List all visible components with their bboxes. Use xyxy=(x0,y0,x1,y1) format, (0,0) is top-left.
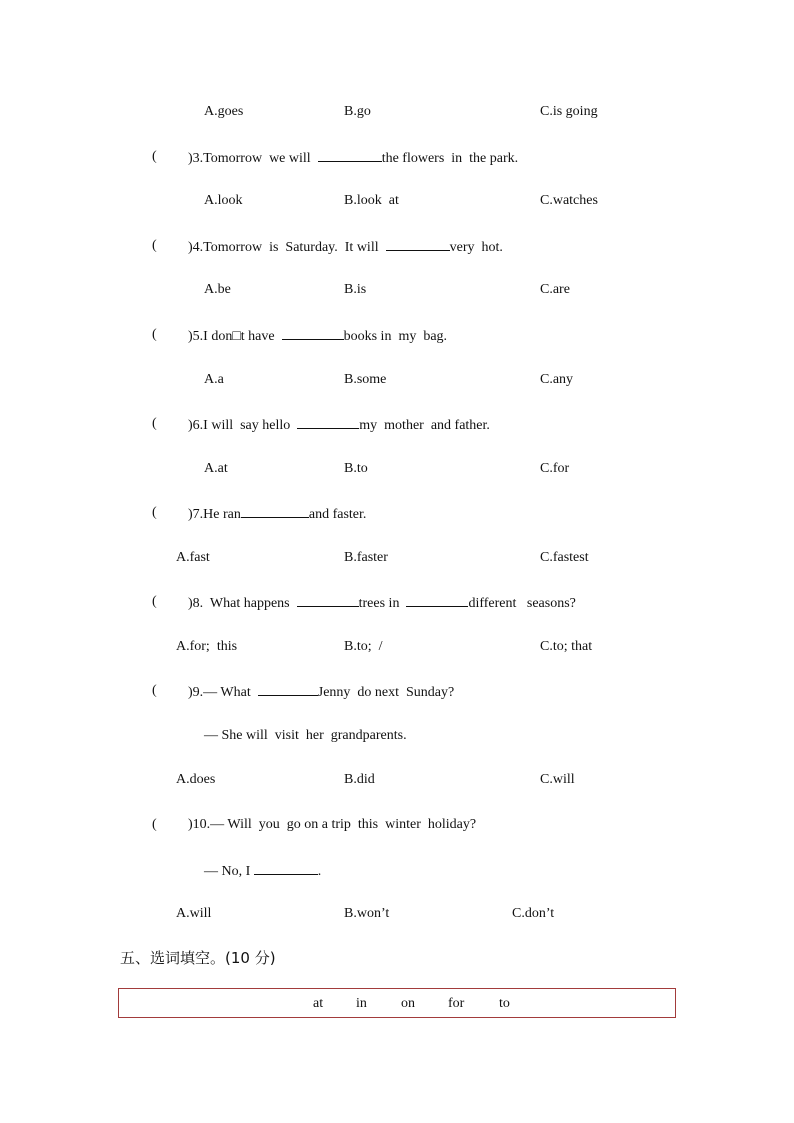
q6-paren-open: ( xyxy=(152,416,157,431)
q8-option-a: A.for; this xyxy=(176,639,238,654)
q7-text-pre: 7.He ran xyxy=(192,507,241,522)
q10-answer-line xyxy=(204,862,321,880)
q5-text-pre: 5.I don□t have xyxy=(192,329,282,344)
q3-option-c: C.watches xyxy=(540,193,598,208)
q8-paren-close: ) xyxy=(188,596,193,611)
q6-question xyxy=(188,416,490,434)
q4-option-a: A.be xyxy=(204,282,231,297)
q10-text-pre: 10.— Will you go on a trip this winter holiday? xyxy=(192,817,477,832)
q7-paren-open: ( xyxy=(152,505,157,520)
q8-text-post: different seasons? xyxy=(468,596,576,611)
q4-text-post: very hot. xyxy=(449,240,503,255)
q3-text-pre: 3.Tomorrow we will xyxy=(192,151,318,166)
q8-blank-2 xyxy=(406,594,468,607)
q8-question xyxy=(188,594,576,612)
word-bank-box xyxy=(118,988,676,1018)
q6-option-b: B.to xyxy=(344,461,368,476)
q4-option-c: C.are xyxy=(540,282,570,297)
q4-question xyxy=(188,238,503,256)
q3-paren-close: ) xyxy=(188,151,193,166)
q7-paren-close: ) xyxy=(188,507,193,522)
q9-paren-open: ( xyxy=(152,683,157,698)
q5-blank xyxy=(282,327,344,340)
q8-paren-open: ( xyxy=(152,594,157,609)
word-bank-word-for: for xyxy=(448,996,465,1011)
q8-text-pre: 8. What happens xyxy=(192,596,297,611)
q5-paren-open: ( xyxy=(152,327,157,342)
section5-title: 五、选词填空。(10 分) xyxy=(120,949,276,967)
q9-option-b: B.did xyxy=(344,772,375,787)
q8-option-c: C.to; that xyxy=(540,639,593,654)
q10-option-b: B.won’t xyxy=(344,906,390,921)
q6-paren-close: ) xyxy=(188,418,193,433)
word-bank-word-to: to xyxy=(499,996,510,1011)
q3-option-a: A.look xyxy=(204,193,243,208)
q10-answer-post: . xyxy=(317,864,322,879)
q10-paren-close: ) xyxy=(188,817,193,832)
q5-paren-close: ) xyxy=(188,329,193,344)
q6-text-pre: 6.I will say hello xyxy=(192,418,298,433)
q3-question xyxy=(188,149,518,167)
q7-option-b: B.faster xyxy=(344,550,388,565)
q5-option-a: A.a xyxy=(204,372,224,387)
q9-text-post: Jenny do next Sunday? xyxy=(317,685,455,700)
q4-option-b: B.is xyxy=(344,282,367,297)
q7-option-c: C.fastest xyxy=(540,550,589,565)
q3-paren-open: ( xyxy=(152,149,157,164)
q9-blank xyxy=(258,683,318,696)
q9-question xyxy=(188,683,454,701)
q4-paren-close: ) xyxy=(188,240,193,255)
q10-question xyxy=(188,817,476,833)
q8-text-mid: trees in xyxy=(358,596,407,611)
q3-option-b: B.look at xyxy=(344,193,399,208)
q6-text-post: my mother and father. xyxy=(359,418,490,433)
q10-blank xyxy=(254,862,318,875)
q3-text-post: the flowers in the park. xyxy=(381,151,519,166)
word-bank-word-in: in xyxy=(356,996,367,1011)
q6-option-c: C.for xyxy=(540,461,570,476)
q10-option-a: A.will xyxy=(176,906,212,921)
q8-blank-1 xyxy=(297,594,359,607)
q2-option-a: A.goes xyxy=(204,104,244,119)
q4-text-pre: 4.Tomorrow is Saturday. It will xyxy=(192,240,386,255)
q9-text-pre: 9.— What xyxy=(192,685,258,700)
q6-option-a: A.at xyxy=(204,461,228,476)
q4-blank xyxy=(386,238,450,251)
q8-option-b: B.to; / xyxy=(344,639,383,654)
q10-paren-open: ( xyxy=(152,817,157,832)
q6-blank xyxy=(297,416,359,429)
q9-paren-close: ) xyxy=(188,685,193,700)
q2-option-b: B.go xyxy=(344,104,371,119)
word-bank-word-on: on xyxy=(401,996,415,1011)
q10-option-c: C.don’t xyxy=(512,906,555,921)
q9-option-c: C.will xyxy=(540,772,575,787)
word-bank-word-at: at xyxy=(313,996,324,1011)
q7-text-post: and faster. xyxy=(308,507,367,522)
q7-blank xyxy=(241,505,309,518)
q5-question xyxy=(188,327,447,345)
q4-paren-open: ( xyxy=(152,238,157,253)
q5-option-b: B.some xyxy=(344,372,387,387)
q5-text-post: books in my bag. xyxy=(343,329,448,344)
q9-answer-line: — She will visit her grandparents. xyxy=(204,728,407,743)
q2-option-c: C.is going xyxy=(540,104,598,119)
q5-option-c: C.any xyxy=(540,372,574,387)
q7-option-a: A.fast xyxy=(176,550,210,565)
q7-question xyxy=(188,505,366,523)
q9-option-a: A.does xyxy=(176,772,216,787)
q10-answer-pre: — No, I xyxy=(204,864,254,879)
q3-blank xyxy=(318,149,382,162)
